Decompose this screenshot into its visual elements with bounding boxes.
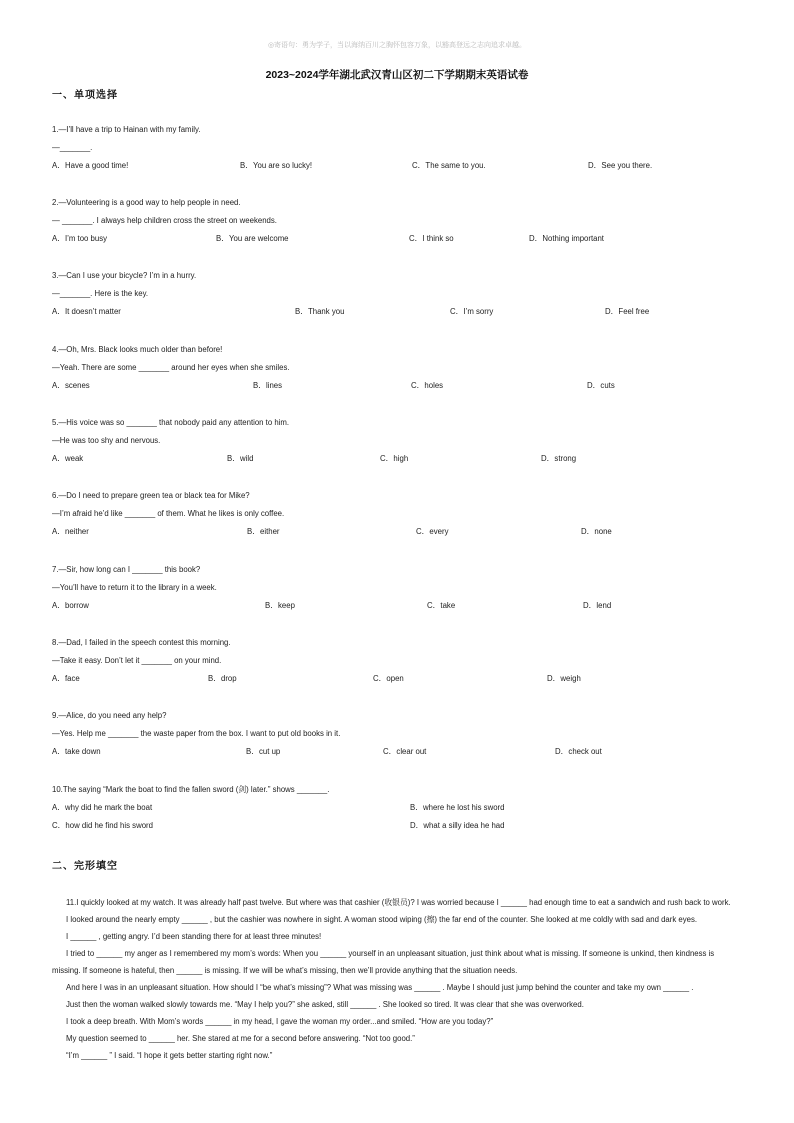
option-d[interactable]: D．weigh: [547, 674, 581, 683]
option-row: [52, 450, 752, 468]
option-c[interactable]: C．how did he find his sword: [52, 821, 153, 830]
question-stem: 9.—Alice, do you need any help?: [52, 711, 167, 720]
option-a[interactable]: A．weak: [52, 454, 84, 463]
header-note: ◎寄语句：勇为学子，当以海纳百川之胸怀包容万象，以豁高登远之志向追求卓越。: [267, 41, 527, 49]
option-b[interactable]: B．cut up: [246, 747, 281, 756]
option-b[interactable]: B．wild: [227, 454, 254, 463]
option-d[interactable]: D．what a silly idea he had: [410, 821, 505, 830]
option-a[interactable]: A．face: [52, 674, 80, 683]
question-stem: 5.—His voice was so _______ that nobody paid any attention to him.: [52, 418, 290, 427]
option-a[interactable]: A．neither: [52, 527, 89, 536]
option-b[interactable]: B．where he lost his sword: [410, 803, 505, 812]
option-a[interactable]: A．why did he mark the boat: [52, 803, 153, 812]
option-d[interactable]: D．Feel free: [605, 307, 650, 316]
option-a[interactable]: A．scenes: [52, 381, 90, 390]
option-d[interactable]: D．Nothing important: [529, 234, 604, 243]
passage-paragraph: “I’m ______ ” I said. “I hope it gets better starting right now.”: [66, 1051, 273, 1060]
question-stem: —Yeah. There are some _______ around her eyes when she smiles.: [52, 363, 290, 372]
option-a[interactable]: A．borrow: [52, 601, 89, 610]
question-stem: —Take it easy. Don’t let it _______ on your mind.: [52, 656, 222, 665]
section-heading-cloze: 二、完形填空: [52, 861, 118, 872]
question-3: [52, 267, 752, 321]
cloze-passage: [52, 894, 742, 1064]
option-b[interactable]: B．You are welcome: [216, 234, 289, 243]
option-row: [52, 230, 752, 248]
option-b[interactable]: B．Thank you: [295, 307, 345, 316]
option-b[interactable]: B．keep: [265, 601, 295, 610]
option-d[interactable]: D．none: [581, 527, 612, 536]
option-b[interactable]: B．lines: [253, 381, 283, 390]
option-c[interactable]: C．holes: [411, 381, 444, 390]
option-b[interactable]: B．either: [247, 527, 280, 536]
option-b[interactable]: B．drop: [208, 674, 237, 683]
question-stem: —Yes. Help me _______ the waste paper from the box. I want to put old books in it.: [52, 729, 341, 738]
question-5: [52, 414, 752, 468]
passage-paragraph: I tried to ______ my anger as I remembered my mom’s words: When you ______ yourself in an unpleasant situation, just think about what is missing. If someone is unkind, then kindness is missing. If someone is hateful, then ______ is missing. If we will be what’s missing, then we’ll provide anything that the situation needs.: [52, 949, 715, 975]
option-row: [52, 523, 752, 541]
option-a[interactable]: A．It doesn’t matter: [52, 307, 121, 316]
question-stem: —_______. Here is the key.: [52, 289, 149, 298]
option-row: [52, 303, 752, 321]
question-8: [52, 634, 752, 688]
option-d[interactable]: D．cuts: [587, 381, 615, 390]
option-a[interactable]: A．I’m too busy: [52, 234, 108, 243]
question-1: [52, 121, 752, 175]
passage-paragraph: 11.I quickly looked at my watch. It was already half past twelve. But where was that cashier (收银员)? I was worried because I ______ had enough time to eat a sandwich and rush back to work.: [66, 898, 731, 907]
option-c[interactable]: C．open: [373, 674, 404, 683]
option-row: [52, 157, 752, 175]
option-d[interactable]: D．lend: [583, 601, 612, 610]
question-stem: 3.—Can I use your bicycle? I’m in a hurry.: [52, 271, 197, 280]
passage-paragraph: I took a deep breath. With Mom’s words ______ in my head, I gave the woman my order...and smiled. “How are you today?”: [66, 1017, 494, 1026]
option-c[interactable]: C．every: [416, 527, 449, 536]
option-row: [52, 817, 752, 835]
option-b[interactable]: B．You are so lucky!: [240, 161, 313, 170]
option-c[interactable]: C．high: [380, 454, 409, 463]
option-a[interactable]: A．take down: [52, 747, 101, 756]
option-c[interactable]: C．I think so: [409, 234, 454, 243]
option-row: [52, 799, 752, 817]
question-stem: 4.—Oh, Mrs. Black looks much older than before!: [52, 345, 223, 354]
question-stem: 1.—I’ll have a trip to Hainan with my family.: [52, 125, 201, 134]
question-7: [52, 561, 752, 615]
question-stem: —You’ll have to return it to the library in a week.: [52, 583, 217, 592]
option-row: [52, 597, 752, 615]
option-d[interactable]: D．strong: [541, 454, 577, 463]
option-c[interactable]: C．The same to you.: [412, 161, 486, 170]
option-d[interactable]: D．See you there.: [588, 161, 653, 170]
passage-paragraph: And here I was in an unpleasant situation. How should I “be what’s missing”? What was missing was ______ . Maybe I should just jump behind the counter and take my own ______ .: [66, 983, 694, 992]
option-c[interactable]: C．clear out: [383, 747, 427, 756]
question-stem: 8.—Dad, I failed in the speech contest this morning.: [52, 638, 231, 647]
question-stem: 2.—Volunteering is a good way to help people in need.: [52, 198, 241, 207]
question-stem: 6.—Do I need to prepare green tea or black tea for Mike?: [52, 491, 250, 500]
option-d[interactable]: D．check out: [555, 747, 602, 756]
passage-paragraph: I ______ , getting angry. I’d been standing there for at least three minutes!: [66, 932, 322, 941]
option-c[interactable]: C．take: [427, 601, 456, 610]
option-row: [52, 743, 752, 761]
question-9: [52, 707, 752, 761]
question-stem: —_______.: [52, 143, 93, 152]
option-a[interactable]: A．Have a good time!: [52, 161, 129, 170]
passage-paragraph: My question seemed to ______ her. She stared at me for a second before answering. “Not too good.”: [66, 1034, 415, 1043]
document-title: 2023~2024学年湖北武汉青山区初二下学期期末英语试卷: [265, 69, 529, 81]
question-stem: 7.—Sir, how long can I _______ this book?: [52, 565, 201, 574]
question-stem: —I’m afraid he’d like _______ of them. What he likes is only coffee.: [52, 509, 285, 518]
section-heading-single-choice: 一、单项选择: [52, 90, 118, 101]
question-4: [52, 341, 752, 395]
question-2: [52, 194, 752, 248]
option-c[interactable]: C．I’m sorry: [450, 307, 494, 316]
question-stem: 10.The saying “Mark the boat to find the fallen sword (剑) later.” shows _______.: [52, 785, 330, 794]
question-stem: —He was too shy and nervous.: [52, 436, 161, 445]
question-stem: — _______. I always help children cross the street on weekends.: [52, 216, 277, 225]
question-10: [52, 781, 752, 835]
passage-paragraph: Just then the woman walked slowly towards me. “May I help you?” she asked, still ______ . She looked so tired. It was clear that she was overworked.: [66, 1000, 584, 1009]
passage-paragraph: I looked around the nearly empty ______ , but the cashier was nowhere in sight. A woman stood wiping (擦) the far end of the counter. She looked at me coldly with sad and dark eyes.: [66, 915, 698, 924]
option-row: [52, 670, 752, 688]
question-6: [52, 487, 752, 541]
option-row: [52, 377, 752, 395]
